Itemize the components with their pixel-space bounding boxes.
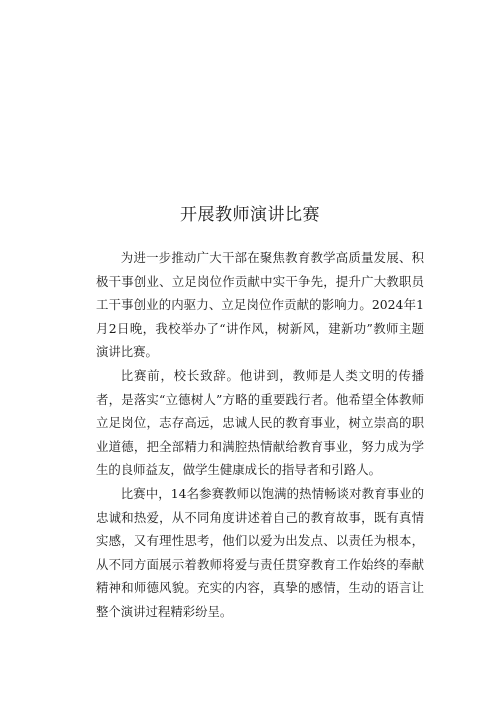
document-body — [96, 246, 424, 624]
paragraph-2: 比赛前，校长致辞。他讲到，教师是人类文明的传播者，是落实“立德树人”方略的重要践行者。他希望全体教师立足岗位，志存高远，忠诚人民的教育事业，树立崇高的职业道德，把全部精力和满腔热情献给教育事业，努力成为学生的良师益友，做学生健康成长的指导者和引路人。 — [96, 367, 424, 478]
paragraph-3: 比赛中，14名参赛教师以饱满的热情畅谈对教育事业的忠诚和热爱，从不同角度讲述着自己的教育故事，既有真情实感，又有理性思考，他们以爱为出发点、以责任为根本，从不同方面展示着教师将爱与责任贯穿教育工作始终的奉献精神和师德风貌。充实的内容，真挚的感情，生动的语言让整个演讲过程精彩纷呈。 — [96, 485, 424, 619]
paragraph-1: 为进一步推动广大干部在聚焦教育教学高质量发展、积极干事创业、立足岗位作贡献中实干争先，提升广大教职员工干事创业的内驱力、立足岗位作贡献的影响力。2024年1月2日晚，我校举办了“讲作风，树新风，建新功”教师主题演讲比赛。 — [96, 250, 424, 360]
document-title: 开展教师演讲比赛 — [180, 205, 320, 225]
